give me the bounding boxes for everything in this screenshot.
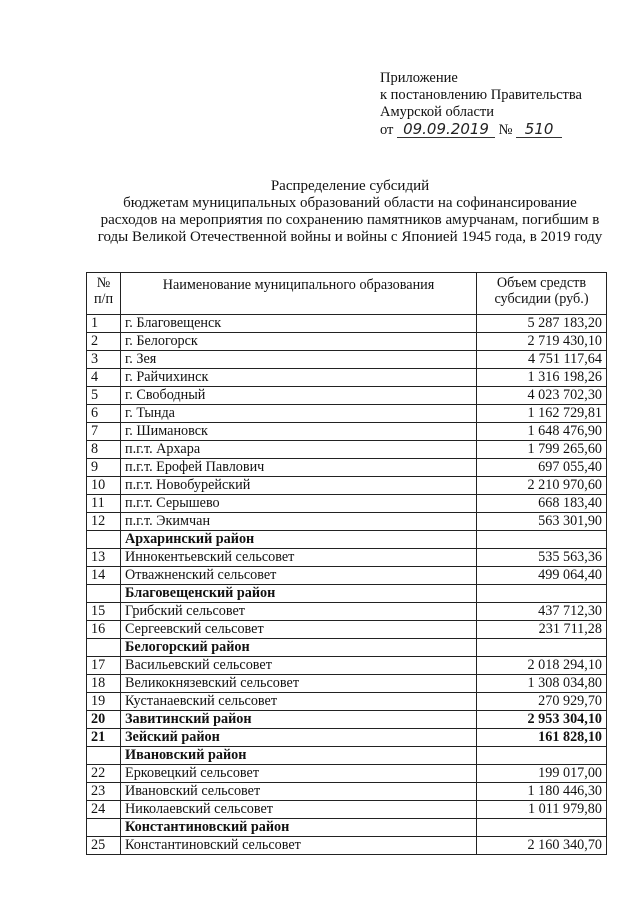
- row-number: 20: [87, 711, 121, 729]
- district-row: [87, 711, 607, 729]
- row-amount: 1 648 476,90: [476, 423, 606, 441]
- row-number: 2: [87, 333, 121, 351]
- row-amount: 1 011 979,80: [476, 801, 606, 819]
- row-name: п.г.т. Ерофей Павлович: [121, 459, 477, 477]
- row-number: 16: [87, 621, 121, 639]
- row-number: 3: [87, 351, 121, 369]
- row-amount: 2 953 304,10: [476, 711, 606, 729]
- table-body: [87, 315, 607, 855]
- title-line-4: годы Великой Отечественной войны и войны с Японией 1945 года, в 2019 году: [97, 229, 603, 245]
- row-name: г. Зея: [121, 351, 477, 369]
- row-name: г. Райчихинск: [121, 369, 477, 387]
- table-row: [87, 801, 607, 819]
- row-number: 11: [87, 495, 121, 513]
- row-amount: 1 316 198,26: [476, 369, 606, 387]
- row-number: [87, 819, 121, 837]
- row-amount: 1 162 729,81: [476, 405, 606, 423]
- row-name: Белогорский район: [121, 639, 477, 657]
- row-name: п.г.т. Новобурейский: [121, 477, 477, 495]
- row-amount: 5 287 183,20: [476, 315, 606, 333]
- row-name: Васильевский сельсовет: [121, 657, 477, 675]
- table-row: [87, 657, 607, 675]
- row-number: 12: [87, 513, 121, 531]
- region-name: Амурской области: [380, 104, 494, 120]
- appendix-label: Приложение: [380, 70, 458, 86]
- row-name: г. Свободный: [121, 387, 477, 405]
- decree-date-line: [380, 121, 630, 139]
- row-number: 15: [87, 603, 121, 621]
- table-row: [87, 387, 607, 405]
- row-number: 13: [87, 549, 121, 567]
- row-number: 8: [87, 441, 121, 459]
- row-amount: 161 828,10: [476, 729, 606, 747]
- row-number: [87, 585, 121, 603]
- row-name: Ивановский сельсовет: [121, 783, 477, 801]
- row-name: Великокнязевский сельсовет: [121, 675, 477, 693]
- row-number: 24: [87, 801, 121, 819]
- table-header-row: [87, 273, 607, 315]
- date-prefix: от: [380, 122, 394, 138]
- row-name: Ерковецкий сельсовет: [121, 765, 477, 783]
- row-number: 18: [87, 675, 121, 693]
- row-number: 25: [87, 837, 121, 855]
- table-row: [87, 567, 607, 585]
- row-name: Ивановский район: [121, 747, 477, 765]
- row-amount: 668 183,40: [476, 495, 606, 513]
- row-number: 17: [87, 657, 121, 675]
- row-name: Иннокентьевский сельсовет: [121, 549, 477, 567]
- district-row: [87, 531, 607, 549]
- row-name: Архаринский район: [121, 531, 477, 549]
- district-row: [87, 819, 607, 837]
- column-header-number: № п/п: [87, 273, 121, 315]
- row-amount: 2 719 430,10: [476, 333, 606, 351]
- row-amount: 4 023 702,30: [476, 387, 606, 405]
- row-number: 19: [87, 693, 121, 711]
- table-row: [87, 477, 607, 495]
- table-row: [87, 675, 607, 693]
- district-row: [87, 585, 607, 603]
- decree-date: 09.09.2019: [397, 121, 495, 138]
- table-row: [87, 405, 607, 423]
- row-amount: 1 180 446,30: [476, 783, 606, 801]
- table-row: [87, 513, 607, 531]
- row-amount: [476, 531, 606, 549]
- row-number: 6: [87, 405, 121, 423]
- row-amount: [476, 819, 606, 837]
- row-amount: 697 055,40: [476, 459, 606, 477]
- row-name: г. Тында: [121, 405, 477, 423]
- row-amount: 2 160 340,70: [476, 837, 606, 855]
- row-name: Сергеевский сельсовет: [121, 621, 477, 639]
- table-row: [87, 369, 607, 387]
- row-amount: 270 929,70: [476, 693, 606, 711]
- row-number: [87, 639, 121, 657]
- table-row: [87, 423, 607, 441]
- row-amount: 199 017,00: [476, 765, 606, 783]
- table-row: [87, 765, 607, 783]
- row-amount: 2 018 294,10: [476, 657, 606, 675]
- row-amount: 535 563,36: [476, 549, 606, 567]
- table-row: [87, 495, 607, 513]
- row-amount: 437 712,30: [476, 603, 606, 621]
- row-number: 14: [87, 567, 121, 585]
- decree-reference: к постановлению Правительства: [380, 87, 582, 103]
- table-row: [87, 315, 607, 333]
- table-row: [87, 837, 607, 855]
- row-name: Николаевский сельсовет: [121, 801, 477, 819]
- table-row: [87, 603, 607, 621]
- table-row: [87, 693, 607, 711]
- row-amount: 499 064,40: [476, 567, 606, 585]
- row-number: [87, 531, 121, 549]
- row-name: г. Благовещенск: [121, 315, 477, 333]
- number-prefix: №: [498, 122, 513, 138]
- row-name: Отважненский сельсовет: [121, 567, 477, 585]
- row-amount: 1 799 265,60: [476, 441, 606, 459]
- row-amount: 2 210 970,60: [476, 477, 606, 495]
- row-number: 21: [87, 729, 121, 747]
- column-header-name: Наименование муниципального образования: [121, 273, 477, 315]
- row-number: 22: [87, 765, 121, 783]
- row-amount: 4 751 117,64: [476, 351, 606, 369]
- row-amount: 563 301,90: [476, 513, 606, 531]
- row-name: Завитинский район: [121, 711, 477, 729]
- table-row: [87, 459, 607, 477]
- row-number: [87, 747, 121, 765]
- row-number: 4: [87, 369, 121, 387]
- row-name: Константиновский район: [121, 819, 477, 837]
- row-amount: [476, 585, 606, 603]
- table-row: [87, 441, 607, 459]
- title-line-3: расходов на мероприятия по сохранению памятников амурчанам, погибшим в: [100, 212, 600, 228]
- row-name: п.г.т. Серышево: [121, 495, 477, 513]
- row-name: Зейский район: [121, 729, 477, 747]
- row-number: 1: [87, 315, 121, 333]
- row-amount: [476, 639, 606, 657]
- row-name: Благовещенский район: [121, 585, 477, 603]
- decree-number: 510: [516, 121, 562, 138]
- row-name: Грибский сельсовет: [121, 603, 477, 621]
- district-row: [87, 639, 607, 657]
- district-row: [87, 729, 607, 747]
- row-number: 5: [87, 387, 121, 405]
- row-number: 23: [87, 783, 121, 801]
- row-amount: 1 308 034,80: [476, 675, 606, 693]
- table-row: [87, 333, 607, 351]
- row-amount: 231 711,28: [476, 621, 606, 639]
- table-row: [87, 351, 607, 369]
- table-row: [87, 621, 607, 639]
- row-number: 9: [87, 459, 121, 477]
- title-line-1: Распределение субсидий: [270, 178, 430, 194]
- row-name: г. Шимановск: [121, 423, 477, 441]
- title-line-2: бюджетам муниципальных образований области на софинансирование: [123, 195, 577, 211]
- table-row: [87, 549, 607, 567]
- subsidy-table: [86, 272, 607, 855]
- column-header-amount: Объем средств субсидии (руб.): [476, 273, 606, 315]
- row-amount: [476, 747, 606, 765]
- table-row: [87, 783, 607, 801]
- row-number: 10: [87, 477, 121, 495]
- row-number: 7: [87, 423, 121, 441]
- row-name: Кустанаевский сельсовет: [121, 693, 477, 711]
- document-title: [70, 178, 630, 246]
- appendix-header: [380, 70, 630, 139]
- district-row: [87, 747, 607, 765]
- row-name: п.г.т. Экимчан: [121, 513, 477, 531]
- row-name: г. Белогорск: [121, 333, 477, 351]
- row-name: Константиновский сельсовет: [121, 837, 477, 855]
- row-name: п.г.т. Архара: [121, 441, 477, 459]
